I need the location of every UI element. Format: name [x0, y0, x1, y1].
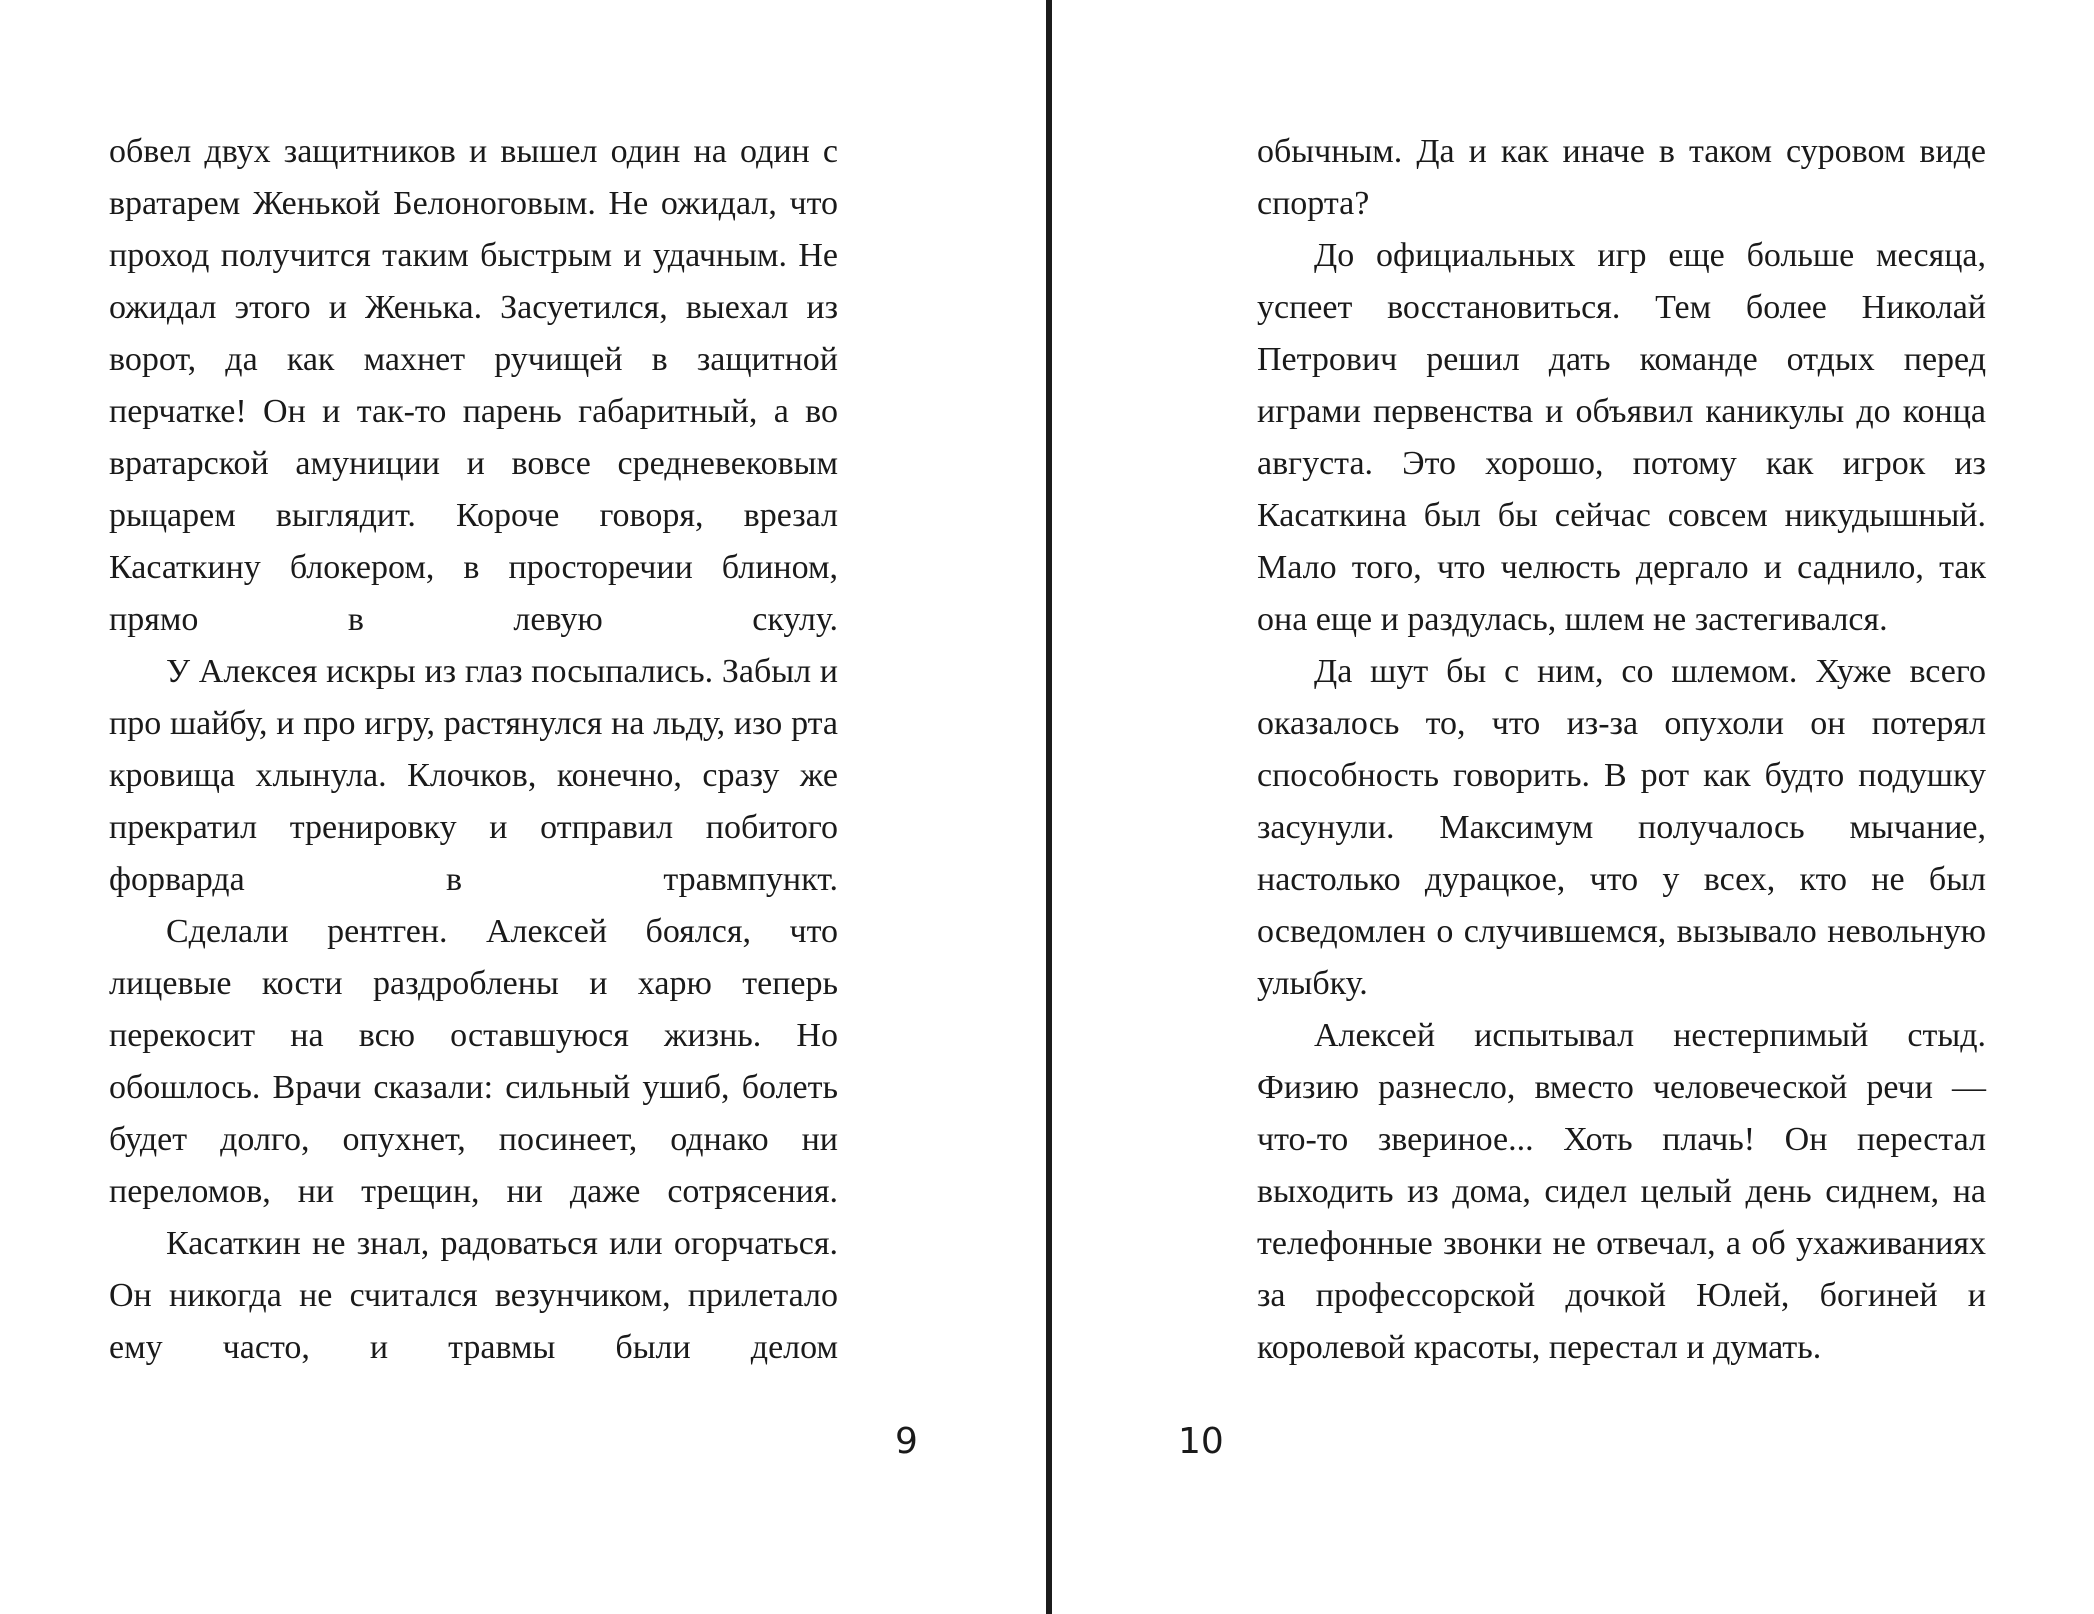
paragraph: Да шут бы с ним, со шлемом. Хуже всего оказалось то, что из-за опухоли он потерял способность говорить. В рот как будто подушку засунули. Максимум получалось мычание, настолько дурацкое, что у всех, кто не был осведомлен о случившемся, вызывало невольную улыбку. [1257, 653, 1986, 1002]
paragraph: Сделали рентген. Алексей боялся, что лицевые кости раздроблены и харю теперь перекосит на всю оставшуюся жизнь. Но обошлось. Врачи сказали: сильный ушиб, болеть будет долго, опухнет, посинеет, однако ни переломов, ни трещин, ни даже сотрясения. [109, 913, 838, 1210]
paragraph: Касаткин не знал, радоваться или огорчаться. Он никогда не считался везунчиком, прилетало ему часто, и травмы были делом [109, 1225, 838, 1366]
left-page-text [109, 126, 838, 1374]
right-page [1052, 0, 2094, 1614]
right-page-text [1257, 126, 1986, 1374]
paragraph: До официальных игр еще больше месяца, успеет восстановиться. Тем более Николай Петрович решил дать команде отдых перед играми первенства и объявил каникулы до конца августа. Это хорошо, потому как игрок из Касаткина был бы сейчас совсем никудышный. Мало того, что челюсть дергало и саднило, так она еще и раздулась, шлем не застегивался. [1257, 237, 1986, 638]
paragraph: Алексей испытывал нестерпимый стыд. Физию разнесло, вместо человеческой речи — что-то звериное... Хоть плачь! Он перестал выходить из дома, сидел целый день сиднем, на телефонные звонки не отвечал, а об ухаживаниях за профессорской дочкой Юлей, богиней и королевой красоты, перестал и думать. [1257, 1017, 1986, 1366]
page-number: 9 [895, 1421, 918, 1462]
paragraph: обвел двух защитников и вышел один на один с вратарем Женькой Белоноговым. Не ожидал, что проход получится таким быстрым и удачным. Не ожидал этого и Женька. Засуетился, выехал из ворот, да как махнет ручищей в защитной перчатке! Он и так-то парень габаритный, а во вратарской амуниции и вовсе средневековым рыцарем выглядит. Короче говоря, врезал Касаткину блокером, в просторечии блином, прямо в левую скулу. [109, 133, 838, 638]
paragraph: У Алексея искры из глаз посыпались. Забыл и про шайбу, и про игру, растянулся на льду, изо рта кровища хлынула. Клочков, конечно, сразу же прекратил тренировку и отправил побитого форварда в травмпункт. [109, 653, 838, 898]
page-number: 10 [1178, 1421, 1224, 1462]
paragraph: обычным. Да и как иначе в таком суровом виде спорта? [1257, 133, 1986, 222]
left-page [0, 0, 1046, 1614]
